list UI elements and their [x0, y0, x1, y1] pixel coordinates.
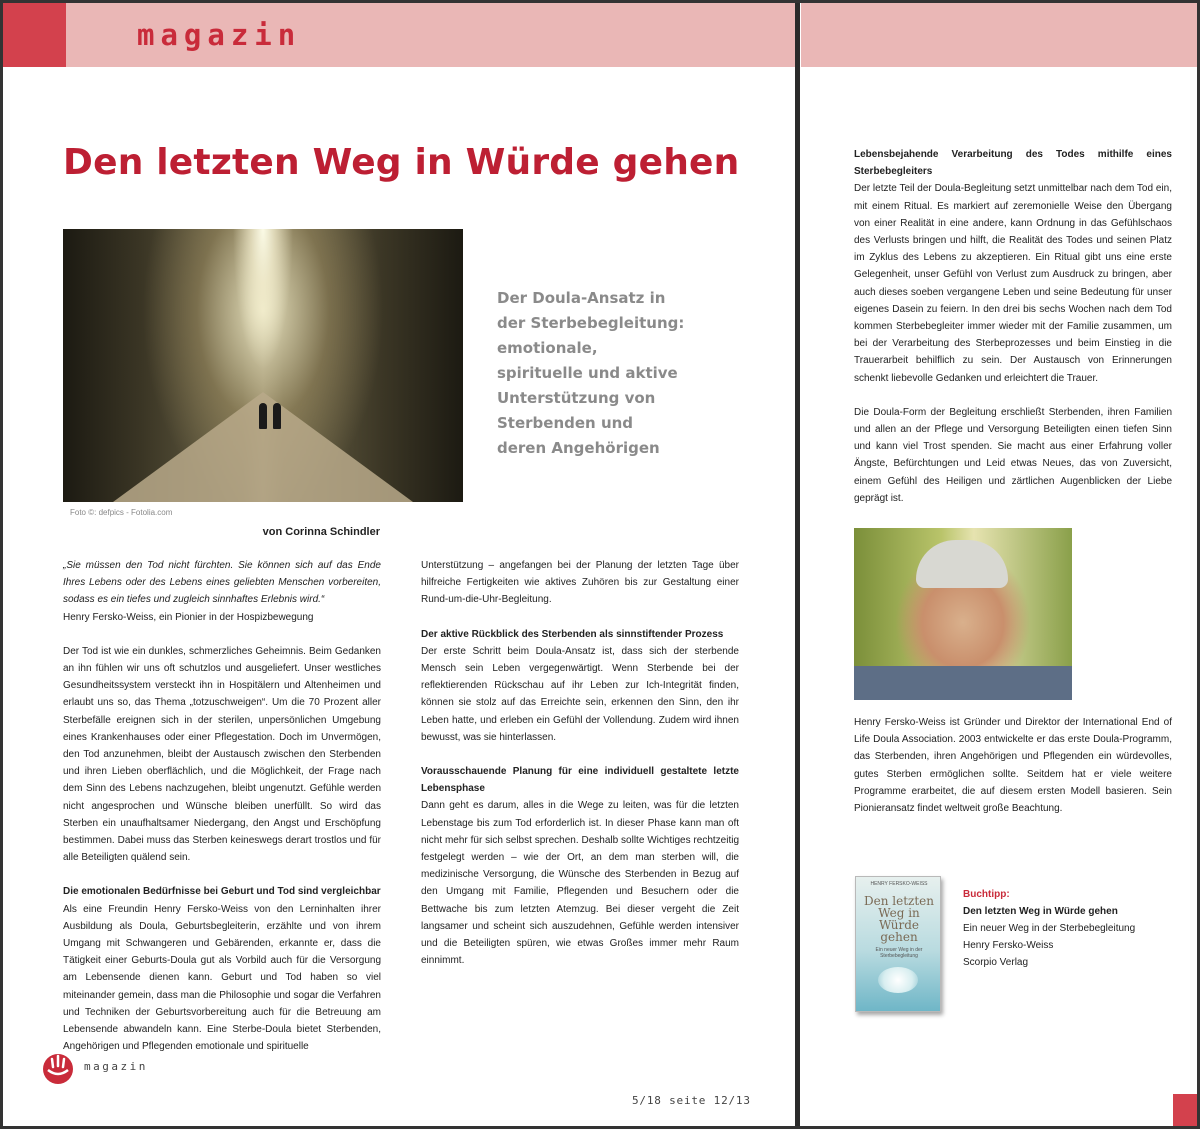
book-cover-author: HENRY FERSKO-WEISS [870, 881, 928, 887]
magazin-logo-icon [39, 1050, 77, 1084]
section-heading: Die emotionalen Bedürfnisse bei Geburt und Tod sind vergleichbar [63, 886, 381, 898]
book-tip-publisher: Scorpio Verlag [963, 957, 1029, 968]
author-portrait [854, 528, 1072, 700]
intro-quote: „Sie müssen den Tod nicht fürchten. Sie können sich auf das Ende Ihres Lebens oder des Lebens eines geliebten Menschen vorbereiten, sodass es ein tiefes und zugleich sinnhaftes Erlebnis wird.“ [63, 560, 381, 606]
book-tip-title: Den letzten Weg in Würde gehen [963, 906, 1118, 917]
book-tip-subtitle: Ein neuer Weg in der Sterbebegleitung [963, 923, 1136, 934]
book-cover-subtitle: Ein neuer Weg in der Sterbebegleitung [875, 947, 923, 959]
photo-credit: Foto ©: defpics - Fotolia.com [70, 508, 173, 517]
book-tip [963, 886, 1135, 971]
header-red-block [3, 3, 66, 67]
portrait-shirt [854, 666, 1072, 700]
header-band-left [3, 3, 795, 67]
paragraph: Der letzte Teil der Doula-Begleitung setzt unmittelbar nach dem Tod ein, mit einem Ritual. Es markiert auf zeremonielle Weise den Übergang von einer Realität in eine andere, kann Ordnung in das Gefühlschaos des Verlusts bringen und hilft, die Realität des Todes und seinen Platz im Zyklus des Lebens zu akzeptieren. Ein Ritual gibt uns eine erste Gelegenheit, unser Gefühl von Verlust zum Ausdruck zu bringen, aber auch dieses soeben vergangene Leben und seine Bedeutung für unser eigenes Dasein zu feiern. In den drei bis sechs Wochen nach dem Tod kommen Sterbebegleiter immer wieder mit der Familie zusammen, um bei der Verarbeitung des Sterbeprozesses und beim Einstieg in die Trauerarbeit behilflich zu sein. Der Austausch von Erinnerungen schenkt liebevolle Gedanken und erleichtert die Trauer. [854, 183, 1172, 384]
page-spine [795, 0, 800, 1129]
paragraph: Dann geht es darum, alles in die Wege zu leiten, was für die letzten Lebenstage bis zum Tod erforderlich ist. In dieser Phase kann man oft nicht mehr für sich selbst sprechen. Deshalb sollte Wichtiges rechtzeitig festgelegt werden – wie der Ort, an dem man sterben will, die medizinische Versorgung, die Wünsche des Sterbenden in Bezug auf den Umgang mit Familie, Pflegenden und Besuchern oder die Bettwache bis zum letzten Atemzug. Bei dieser vergeht die Zeit langsamer und scheint sich auszudehnen, Gefühle werden intensiver und die Beteiligten spüren, wie etwas Großes immer mehr Raum einnimmt. [421, 800, 739, 967]
article-title: Den letzten Weg in Würde gehen [63, 142, 740, 183]
photo-walker [259, 403, 267, 429]
article-lead: Der Doula-Ansatz in der Sterbebegleitung: emotionale, spirituelle und aktive Unterstützung von Sterbenden und deren Angehörigen [497, 289, 685, 457]
paragraph: Als eine Freundin Henry Fersko-Weiss von den Lerninhalten ihrer Ausbildung als Doula, Geburtsbegleiterin, erzählte und von ihrem Umgang mit Schwangeren und Gebärenden, erkannte er, dass die Tätigkeit einer Geburts-Doula gut als Vorbild auch für die Versorgung am Lebensende dienen kann. Geburt und Tod haben so viel miteinander gemein, dass man die Philosophie und sogar die Verfahren und Techniken der Geburtsvorbereitung auch für die Betreuung am Lebensende abwandeln kann. Eine Sterbe-Doula bietet Sterbenden, Angehörigen und Pflegenden emotionale und spirituelle [63, 903, 381, 1053]
paragraph: Unterstützung – angefangen bei der Planung der letzten Tage über hilfreiche Fertigkeiten wie aktives Zuhören bis zur Gestaltung einer Rund-um-die-Uhr-Begleitung. [421, 560, 739, 606]
footer-magazin-label: magazin [84, 1060, 148, 1073]
page-folio: 5/18 seite 12/13 [632, 1094, 751, 1107]
header-band-right [801, 3, 1197, 67]
section-heading: Vorausschauende Planung für eine individuell gestaltete letzte Lebensphase [421, 766, 739, 795]
section-heading: Der aktive Rückblick des Sterbenden als sinnstiftender Prozess [421, 628, 724, 640]
portrait-hair [916, 540, 1008, 588]
paragraph: Der erste Schritt beim Doula-Ansatz ist, dass sich der sterbende Mensch sein Leben vergegenwärtigt. Wenn Sterbende bei der reflektierenden Rückschau auf ihr Leben zur Ich-Integrität finden, können sie stolz auf das Erreichte sein, erkennen den Sinn, den ihr Leben hatte, und erleben ein Gefühl der Vollendung. Zudem wird ihnen bewusst, was sie hinterlassen. [421, 645, 739, 743]
photo-walker [273, 403, 281, 429]
quote-source: Henry Fersko-Weiss, ein Pionier in der Hospizbewegung [63, 611, 314, 623]
dandelion-icon [878, 967, 918, 993]
column-2 [421, 557, 739, 986]
column-1 [63, 557, 381, 1055]
author-bio: Henry Fersko-Weiss ist Gründer und Direktor der International End of Life Doula Association. 2003 entwickelte er das erste Doula-Programm, das Sterbenden, ihren Angehörigen und Pflegenden ein würdevolles, gutes Sterben ermöglichen sollte. Seitdem hat er viele weitere Programme erarbeitet, die auf diesem ersten Modell basieren. Sein Pionieransatz findet weltweit große Beachtung. [854, 717, 1172, 815]
paragraph: Die Doula-Form der Begleitung erschließt Sterbenden, ihren Familien und allen an der Pflege und Versorgung Beteiligten einen tiefen Sinn und kann viel Trost spenden. Sie macht aus einer Erfahrung voller Ängste, Befürchtungen und Leid etwas Neues, das von Zuversicht, einem Gefühl des Heiligen und zärtlichen Augenblicken der Liebe geprägt ist. [854, 406, 1172, 504]
corner-tab [1173, 1094, 1197, 1126]
article-byline: von Corinna Schindler [262, 526, 380, 538]
paragraph: Der Tod ist wie ein dunkles, schmerzliches Geheimnis. Beim Gedanken an ihn fühlen wir uns oft schutzlos und ausgeliefert. Unser westliches Gesundheitssystem versteckt ihn in Hospitälern und Altenheimen und erlaubt uns so, das Thema „totzuschweigen“. Um die 70 Prozent aller Sterbefälle ereignen sich in der sterilen, unpersönlichen Umgebung eines Krankenhauses oder einer Pflegestation. Doch im Unvermögen, den Tod anzunehmen, bleibt der Austausch zwischen den Sterbenden und ihren Lieben oberflächlich, und die Möglichkeit, der Frage nach dem Sinn des Lebens nachzugehen, bleibt ungenutzt. Gefühle werden nicht angesprochen und Wünsche bleiben unerfüllt. So wird das Sterben ein unaufhaltsamer Niedergang, den Angst und Erschöpfung bestimmen. Dabei muss das Sterben keineswegs derart trostlos und für alle Beteiligten quälend sein. [63, 645, 381, 864]
book-tip-label: Buchtipp: [963, 889, 1010, 900]
column-3 [854, 146, 1172, 524]
book-cover [855, 876, 941, 1012]
book-cover-title: Den letzten Weg in Würde gehen [864, 894, 935, 944]
article-photo [63, 229, 463, 502]
section-title: magazin [137, 18, 302, 52]
book-tip-author: Henry Fersko-Weiss [963, 940, 1054, 951]
section-heading: Lebensbejahende Verarbeitung des Todes mithilfe eines Sterbebegleiters [854, 149, 1172, 178]
